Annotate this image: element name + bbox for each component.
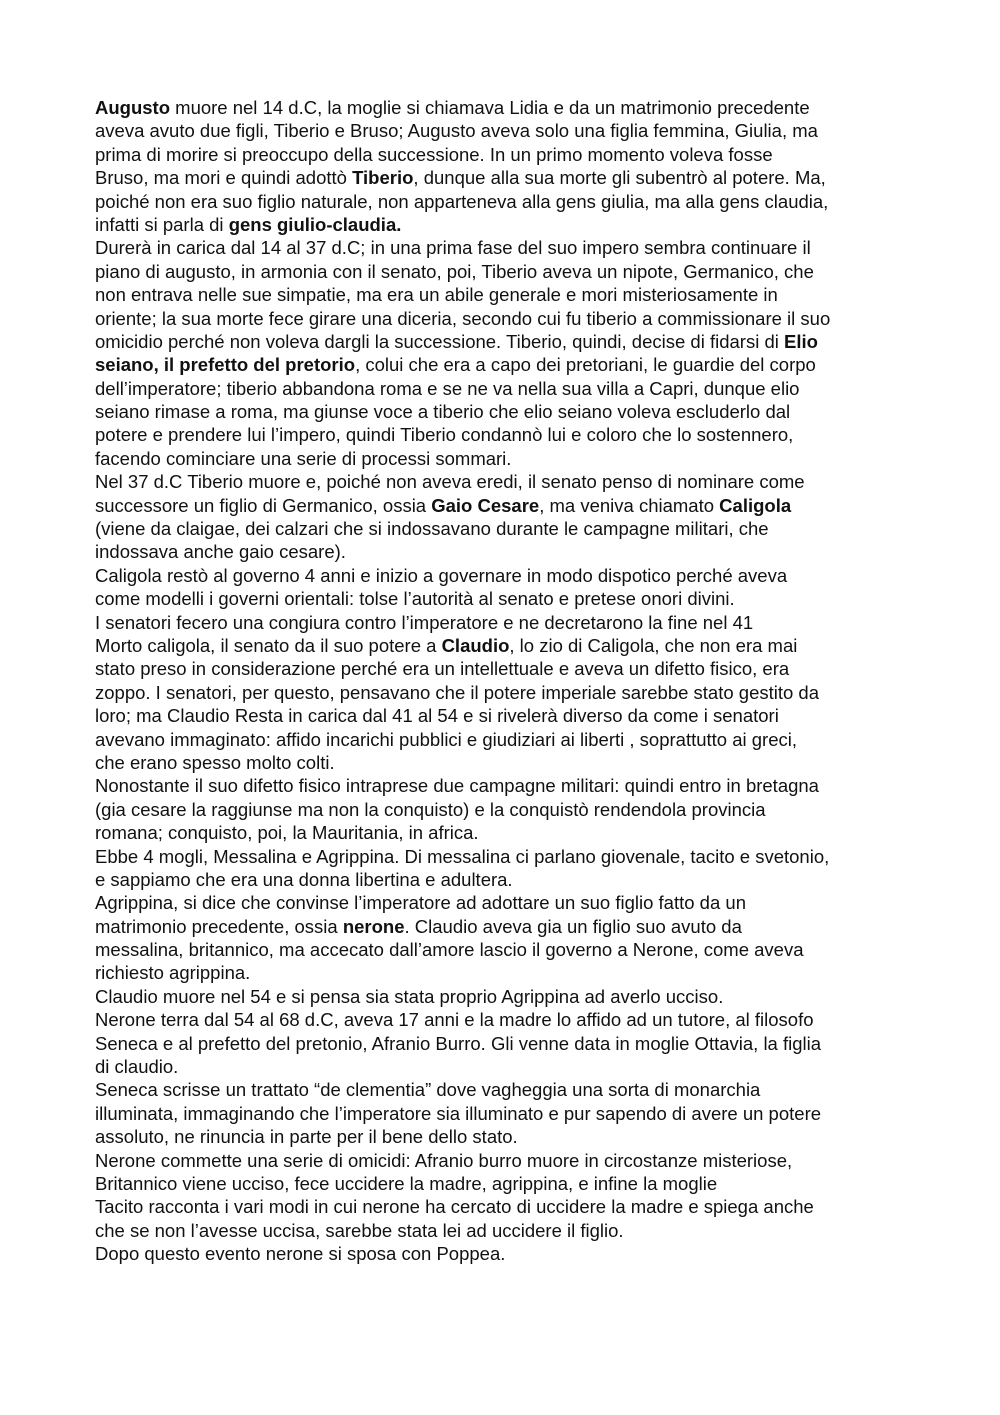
text-run: di claudio. (95, 1056, 179, 1078)
text-run: Tacito racconta i vari modi in cui nerone ha cercato di uccidere la madre e spiega anche (95, 1196, 814, 1218)
text-run: seiano rimase a roma, ma giunse voce a tiberio che elio seiano voleva escluderlo dal (95, 401, 791, 423)
text-line (95, 961, 925, 984)
text-line (95, 190, 925, 213)
text-run: . Claudio aveva gia un figlio suo avuto da (404, 915, 742, 937)
text-line (95, 307, 925, 330)
text-line (95, 915, 925, 938)
text-run: , lo zio di Caligola, che non era mai (509, 634, 798, 656)
text-line (95, 845, 925, 868)
text-run: aveva avuto due figli, Tiberio e Bruso; Augusto aveva solo una figlia femmina, Giulia, ma (95, 120, 818, 142)
text-run: dell’imperatore; tiberio abbandona roma e se ne va nella sua villa a Capri, dunque elio (95, 377, 800, 399)
text-run: assoluto, ne rinuncia in parte per il bene dello stato. (95, 1126, 518, 1148)
text-run: e sappiamo che era una donna libertina e adultera. (95, 868, 513, 890)
text-run: muore nel 14 d.C, la moglie si chiamava Lidia e da un matrimonio precedente (170, 97, 810, 118)
text-run: omicidio perché non voleva dargli la successione. Tiberio, quindi, decise di fidarsi di (95, 330, 784, 352)
text-run: Morto caligola, il senato da il suo potere a (95, 634, 442, 656)
text-line (95, 1219, 925, 1242)
text-run: infatti si parla di (95, 213, 229, 235)
text-line (95, 564, 925, 587)
text-line (95, 891, 925, 914)
text-run: illuminata, immaginando che l’imperatore sia illuminato e pur sapendo di avere un potere (95, 1102, 822, 1124)
text-run: richiesto agrippina. (95, 962, 251, 984)
text-line (95, 821, 925, 844)
text-run: (viene da claigae, dei calzari che si indossavano durante le campagne militari, che (95, 518, 769, 540)
text-run: oriente; la sua morte fece girare una diceria, secondo cui fu tiberio a commissionare il suo (95, 307, 831, 329)
text-line (95, 494, 925, 517)
text-line (95, 1172, 925, 1195)
text-line (95, 283, 925, 306)
text-line (95, 143, 925, 166)
text-line (95, 470, 925, 493)
text-run: indossava anche gaio cesare). (95, 541, 346, 563)
text-line (95, 213, 925, 236)
text-run: Nel 37 d.C Tiberio muore e, poiché non aveva eredi, il senato penso di nominare come (95, 471, 805, 493)
text-run: Bruso, ma mori e quindi adottò (95, 167, 353, 189)
text-line (95, 330, 925, 353)
text-line (95, 353, 925, 376)
bold-text: Elio (783, 330, 818, 352)
text-line (95, 681, 925, 704)
text-run: loro; ma Claudio Resta in carica dal 41 al 54 e si rivelerà diverso da come i senatori (95, 705, 779, 727)
text-run: messalina, britannico, ma accecato dall’amore lascio il governo a Nerone, come aveva (95, 939, 804, 961)
text-run: , dunque alla sua morte gli subentrò al potere. Ma, (413, 167, 826, 189)
text-line (95, 1078, 925, 1101)
text-run: romana; conquisto, poi, la Mauritania, in africa. (95, 822, 479, 844)
text-run: I senatori fecero una congiura contro l’imperatore e ne decretarono la fine nel 41 (95, 611, 754, 633)
text-line (95, 1032, 925, 1055)
text-line (95, 938, 925, 961)
text-run: prima di morire si preoccupo della successione. In un primo momento voleva fosse (95, 143, 773, 165)
text-line (95, 400, 925, 423)
text-line (95, 1242, 925, 1265)
text-line (95, 657, 925, 680)
bold-text: Caligola (719, 494, 792, 516)
text-line (95, 798, 925, 821)
document-page (95, 96, 925, 1266)
text-line (95, 587, 925, 610)
text-line (95, 377, 925, 400)
text-line (95, 447, 925, 470)
text-run: (gia cesare la raggiunse ma non la conquisto) e la conquistò rendendola provincia (95, 798, 766, 820)
text-run: Britannico viene ucciso, fece uccidere la madre, agrippina, e infine la moglie (95, 1172, 718, 1194)
text-line (95, 634, 925, 657)
text-line (95, 96, 925, 119)
text-line (95, 1102, 925, 1125)
text-run: poiché non era suo figlio naturale, non apparteneva alla gens giulia, ma alla gens claudia, (95, 190, 829, 212)
text-run: Nerone commette una serie di omicidi: Afranio burro muore in circostanze misteriose, (95, 1149, 793, 1171)
text-run: Durerà in carica dal 14 al 37 d.C; in una prima fase del suo impero sembra continuare il (95, 237, 811, 259)
text-run: , ma veniva chiamato (539, 494, 720, 516)
text-line (95, 728, 925, 751)
text-run: stato preso in considerazione perché era un intellettuale e aveva un difetto fisico, era (95, 658, 790, 680)
text-run: Seneca scrisse un trattato “de clementia” dove vagheggia una sorta di monarchia (95, 1079, 761, 1101)
text-line (95, 1195, 925, 1218)
text-line (95, 1008, 925, 1031)
text-run: Nerone terra dal 54 al 68 d.C, aveva 17 anni e la madre lo affido ad un tutore, al filosofo (95, 1009, 814, 1031)
text-line (95, 540, 925, 563)
text-line (95, 119, 925, 142)
text-line (95, 704, 925, 727)
text-line (95, 985, 925, 1008)
text-line (95, 236, 925, 259)
text-line (95, 774, 925, 797)
text-line (95, 868, 925, 891)
text-line (95, 1149, 925, 1172)
text-run: come modelli i governi orientali: tolse l’autorità al senato e pretese onori divini. (95, 588, 735, 610)
text-run: zoppo. I senatori, per questo, pensavano che il potere imperiale sarebbe stato gestito da (95, 681, 820, 703)
text-run: potere e prendere lui l’impero, quindi Tiberio condannò lui e coloro che lo sostennero, (95, 424, 794, 446)
text-line (95, 166, 925, 189)
text-run: che se non l’avesse uccisa, sarebbe stata lei ad uccidere il figlio. (95, 1219, 624, 1241)
bold-text: Augusto (95, 97, 171, 118)
text-run: facendo cominciare una serie di processi sommari. (95, 447, 512, 469)
bold-text: Tiberio (352, 167, 414, 189)
text-run: Agrippina, si dice che convinse l’imperatore ad adottare un suo figlio fatto da un (95, 892, 746, 914)
text-run: Nonostante il suo difetto fisico intraprese due campagne militari: quindi entro in bretagna (95, 775, 819, 797)
text-line (95, 423, 925, 446)
document-body (95, 96, 925, 1266)
text-run: avevano immaginato: affido incarichi pubblici e giudiziari ai liberti , soprattutto ai greci, (95, 728, 797, 750)
text-run: , colui che era a capo dei pretoriani, le guardie del corpo (355, 354, 816, 376)
text-run: che erano spesso molto colti. (95, 751, 335, 773)
text-line (95, 751, 925, 774)
text-run: piano di augusto, in armonia con il senato, poi, Tiberio aveva un nipote, Germanico, che (95, 260, 814, 282)
text-run: Seneca e al prefetto del pretonio, Afranio Burro. Gli venne data in moglie Ottavia, la figlia (95, 1032, 822, 1054)
text-run: Ebbe 4 mogli, Messalina e Agrippina. Di messalina ci parlano giovenale, tacito e svetonio, (95, 845, 830, 867)
text-line (95, 260, 925, 283)
text-run: successore un figlio di Germanico, ossia (95, 494, 432, 516)
text-line (95, 1055, 925, 1078)
text-line (95, 517, 925, 540)
text-run: matrimonio precedente, ossia (95, 915, 343, 937)
bold-text: Gaio Cesare (431, 494, 540, 516)
text-run: Dopo questo evento nerone si sposa con Poppea. (95, 1243, 506, 1265)
bold-text: nerone (342, 915, 405, 937)
text-run: Caligola restò al governo 4 anni e inizio a governare in modo dispotico perché aveva (95, 564, 788, 586)
text-line (95, 1125, 925, 1148)
text-run: non entrava nelle sue simpatie, ma era un abile generale e mori misteriosamente in (95, 284, 778, 306)
text-run: Claudio muore nel 54 e si pensa sia stata proprio Agrippina ad averlo ucciso. (95, 985, 724, 1007)
bold-text: seiano, il prefetto del pretorio (95, 354, 356, 376)
bold-text: Claudio (441, 634, 510, 656)
text-line (95, 611, 925, 634)
bold-text: gens giulio-claudia. (228, 213, 402, 235)
